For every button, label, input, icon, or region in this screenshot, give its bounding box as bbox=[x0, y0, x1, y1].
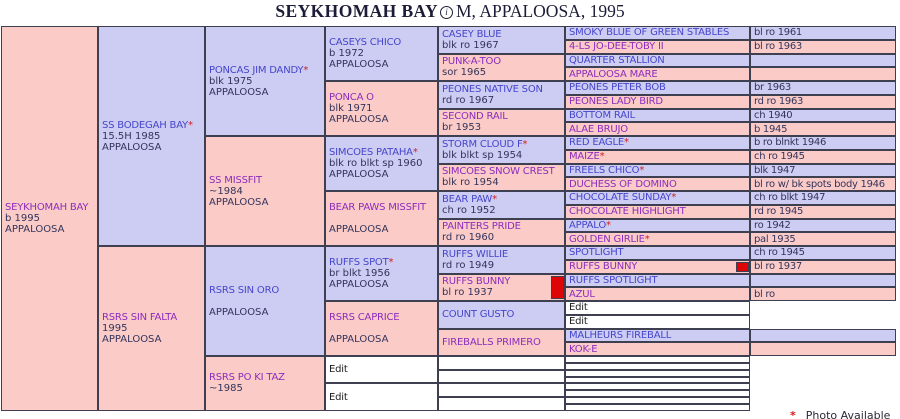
date-text: ro 1942 bbox=[754, 219, 791, 231]
horse-name-link[interactable] bbox=[442, 194, 564, 205]
horse-name: SPOTLIGHT bbox=[569, 247, 624, 259]
horse-name: PEONES PETER BOB bbox=[569, 82, 666, 94]
date-text: bl ro bbox=[754, 288, 775, 300]
horse-cell bbox=[565, 109, 750, 123]
horse-name: SEYKHOMAH BAY bbox=[5, 201, 89, 213]
horse-detail: b 1972 bbox=[329, 48, 364, 59]
date-cell bbox=[750, 95, 896, 109]
horse-name-link[interactable] bbox=[442, 84, 564, 95]
horse-name: GOLDEN GIRLIE bbox=[569, 233, 645, 245]
horse-name-link[interactable] bbox=[569, 179, 749, 190]
horse-name-link[interactable] bbox=[102, 120, 204, 131]
horse-cell bbox=[565, 191, 750, 205]
empty-cell bbox=[565, 397, 750, 404]
horse-name-link[interactable] bbox=[442, 166, 564, 177]
date-text bbox=[754, 275, 895, 286]
date-text: bl ro 1963 bbox=[754, 41, 802, 53]
date-cell bbox=[750, 205, 896, 219]
horse-name-link[interactable] bbox=[329, 312, 437, 323]
date-cell bbox=[750, 274, 896, 288]
horse-cell bbox=[438, 274, 565, 302]
horse-name-link[interactable] bbox=[569, 275, 749, 286]
horse-detail: bl ro 1937 bbox=[442, 287, 493, 299]
horse-cell bbox=[565, 150, 750, 164]
photo-asterisk-icon: * bbox=[644, 233, 650, 245]
horse-name-link[interactable] bbox=[569, 82, 749, 93]
date-cell bbox=[750, 329, 896, 343]
horse-cell bbox=[325, 136, 438, 191]
horse-cell bbox=[438, 136, 565, 164]
horse-cell bbox=[565, 205, 750, 219]
horse-detail: APPALOOSA bbox=[329, 59, 389, 70]
photo-asterisk-icon: * bbox=[303, 64, 309, 76]
date-text: ch ro blkt 1947 bbox=[754, 192, 826, 204]
horse-name: RSRS PO KI TAZ bbox=[209, 372, 285, 384]
date-cell bbox=[750, 232, 896, 246]
photo-asterisk-icon: * bbox=[492, 193, 497, 205]
horse-detail: APPALOOSA bbox=[329, 334, 389, 345]
date-text bbox=[754, 69, 895, 80]
horse-name: SS MISSFIT bbox=[209, 174, 262, 186]
photo-asterisk-icon: * bbox=[388, 257, 394, 268]
edit-cell bbox=[325, 356, 438, 383]
horse-cell bbox=[98, 246, 205, 411]
horse-name-link[interactable] bbox=[329, 92, 437, 103]
horse-cell bbox=[565, 40, 750, 54]
horse-name-link[interactable] bbox=[569, 206, 749, 217]
horse-name: BEAR PAWS MISSFIT bbox=[329, 202, 426, 213]
photo-legend bbox=[790, 409, 890, 419]
red-marker-icon bbox=[551, 276, 564, 300]
horse-cell bbox=[565, 246, 750, 260]
empty-cell bbox=[565, 404, 750, 411]
empty-cell bbox=[565, 370, 750, 377]
horse-name-link[interactable] bbox=[569, 41, 749, 52]
horse-cell bbox=[438, 191, 565, 219]
horse-name-link[interactable] bbox=[569, 151, 749, 162]
photo-asterisk-icon: * bbox=[412, 147, 418, 158]
horse-name-link[interactable] bbox=[442, 139, 564, 150]
horse-detail bbox=[329, 323, 437, 334]
date-cell bbox=[750, 219, 896, 233]
horse-name: RED EAGLE bbox=[569, 137, 624, 149]
horse-name-link[interactable] bbox=[442, 56, 564, 67]
horse-detail: 1995 bbox=[102, 322, 128, 334]
date-text bbox=[754, 344, 895, 355]
photo-asterisk-icon: * bbox=[639, 164, 645, 176]
photo-asterisk-icon: * bbox=[606, 219, 611, 231]
empty-cell bbox=[565, 383, 750, 390]
edit-label: Edit bbox=[329, 364, 348, 376]
horse-detail bbox=[209, 296, 324, 307]
horse-detail: blk ro 1967 bbox=[442, 39, 499, 51]
empty-cell bbox=[438, 383, 565, 397]
date-text: bl ro 1961 bbox=[754, 27, 802, 39]
horse-name: RUFFS BUNNY bbox=[442, 276, 511, 288]
horse-cell bbox=[325, 26, 438, 81]
date-cell bbox=[750, 342, 896, 356]
horse-name: CASEY BLUE bbox=[442, 28, 502, 40]
empty-cell bbox=[565, 377, 750, 384]
horse-name: RSRS SIN ORO bbox=[209, 284, 280, 296]
date-text: rd ro 1945 bbox=[754, 206, 804, 218]
horse-name: SS BODEGAH BAY bbox=[102, 119, 188, 131]
photo-legend-label: Photo Available bbox=[805, 409, 891, 419]
horse-cell bbox=[565, 81, 750, 95]
horse-cell bbox=[438, 329, 565, 357]
horse-name-link[interactable] bbox=[442, 249, 564, 260]
horse-name-link[interactable] bbox=[569, 261, 749, 272]
horse-name-link[interactable] bbox=[442, 221, 564, 232]
horse-cell bbox=[325, 301, 438, 356]
date-cell bbox=[750, 260, 896, 274]
photo-asterisk-icon: * bbox=[187, 119, 193, 131]
date-text: ch ro 1945 bbox=[754, 247, 805, 259]
empty-cell bbox=[438, 397, 565, 411]
info-icon[interactable]: i bbox=[440, 6, 453, 19]
date-cell bbox=[750, 122, 896, 136]
horse-name-link[interactable] bbox=[442, 309, 564, 320]
horse-cell bbox=[565, 260, 750, 274]
horse-name: MAIZE bbox=[569, 151, 600, 163]
horse-name: PONCAS JIM DANDY bbox=[209, 64, 304, 76]
edit-label: Edit bbox=[569, 302, 588, 314]
horse-name: RUFFS BUNNY bbox=[569, 261, 638, 273]
photo-asterisk-icon: * bbox=[599, 151, 605, 163]
date-text: b 1945 bbox=[754, 123, 788, 135]
horse-name: PUNK-A-TOO bbox=[442, 56, 501, 68]
horse-detail bbox=[329, 213, 437, 224]
edit-link[interactable] bbox=[329, 392, 437, 403]
horse-name: PAINTERS PRIDE bbox=[442, 221, 521, 233]
horse-cell bbox=[438, 301, 565, 329]
empty-cell bbox=[565, 356, 750, 363]
horse-detail: APPALOOSA bbox=[209, 196, 269, 208]
date-cell bbox=[750, 191, 896, 205]
edit-cell bbox=[325, 383, 438, 410]
horse-cell bbox=[1, 26, 98, 411]
horse-name: APPALOOSA MARE bbox=[569, 68, 658, 80]
horse-name: COUNT GUSTO bbox=[442, 309, 515, 321]
horse-name: FIREBALLS PRIMERO bbox=[442, 336, 541, 348]
pedigree-table bbox=[1, 26, 896, 411]
horse-name: SMOKY BLUE OF GREEN STABLES bbox=[569, 27, 730, 39]
edit-label: Edit bbox=[569, 316, 588, 328]
horse-name-link[interactable] bbox=[569, 192, 749, 203]
edit-link[interactable] bbox=[329, 364, 437, 375]
horse-detail: APPALOOSA bbox=[209, 306, 269, 318]
horse-name-link[interactable] bbox=[442, 337, 564, 348]
horse-detail: APPALOOSA bbox=[329, 169, 389, 180]
horse-name-link[interactable] bbox=[569, 289, 749, 300]
horse-name-link[interactable] bbox=[569, 165, 749, 176]
edit-link[interactable] bbox=[569, 316, 749, 327]
date-cell bbox=[750, 26, 896, 40]
date-cell bbox=[750, 67, 896, 81]
red-marker-icon bbox=[736, 262, 749, 272]
horse-cell bbox=[98, 26, 205, 246]
horse-name: DUCHESS OF DOMINO bbox=[569, 178, 677, 190]
date-cell bbox=[750, 177, 896, 191]
horse-name-link[interactable] bbox=[209, 65, 324, 76]
horse-name-link[interactable] bbox=[442, 111, 564, 122]
horse-cell bbox=[325, 246, 438, 301]
horse-name: RSRS CAPRICE bbox=[329, 312, 400, 323]
horse-detail: rd ro 1949 bbox=[442, 259, 495, 271]
horse-name-link[interactable] bbox=[442, 29, 564, 40]
horse-detail: br 1953 bbox=[442, 122, 482, 134]
title-suffix: M, APPALOOSA, 1995 bbox=[456, 1, 625, 21]
horse-cell bbox=[205, 356, 325, 411]
horse-name: CHOCOLATE HIGHLIGHT bbox=[569, 206, 686, 218]
horse-name-link[interactable] bbox=[329, 147, 437, 158]
date-cell bbox=[750, 136, 896, 150]
horse-detail: rd ro 1967 bbox=[442, 94, 495, 106]
horse-name: STORM CLOUD F bbox=[442, 138, 523, 150]
horse-cell bbox=[565, 342, 750, 356]
horse-cell bbox=[565, 164, 750, 178]
horse-name: ALAE BRUJO bbox=[569, 123, 628, 135]
horse-name-link[interactable] bbox=[5, 202, 97, 213]
horse-name: PEONES NATIVE SON bbox=[442, 83, 543, 95]
horse-cell bbox=[438, 54, 565, 82]
horse-name: MALHEURS FIREBALL bbox=[569, 329, 672, 341]
horse-name-link[interactable] bbox=[442, 276, 564, 287]
edit-link[interactable] bbox=[569, 302, 749, 313]
horse-cell bbox=[565, 287, 750, 301]
horse-name: KOK-E bbox=[569, 343, 598, 355]
horse-cell bbox=[565, 26, 750, 40]
horse-detail: ch ro 1952 bbox=[442, 204, 496, 216]
horse-cell bbox=[565, 67, 750, 81]
horse-cell bbox=[565, 177, 750, 191]
empty-cell bbox=[565, 363, 750, 370]
edit-cell bbox=[565, 301, 750, 315]
horse-cell bbox=[438, 164, 565, 192]
date-text: ch ro 1945 bbox=[754, 151, 805, 163]
horse-name-link[interactable] bbox=[569, 27, 749, 38]
horse-detail: APPALOOSA bbox=[329, 279, 389, 290]
horse-cell bbox=[438, 246, 565, 274]
horse-detail: br blkt 1956 bbox=[329, 268, 391, 279]
horse-name: APPALO bbox=[569, 219, 606, 231]
horse-detail: ~1985 bbox=[209, 383, 243, 395]
date-text: pal 1935 bbox=[754, 233, 796, 245]
horse-name-link[interactable] bbox=[329, 257, 437, 268]
page-title bbox=[0, 1, 900, 22]
horse-detail: 15.5H 1985 bbox=[102, 130, 161, 142]
horse-detail: blk 1971 bbox=[329, 103, 373, 114]
date-cell bbox=[750, 164, 896, 178]
horse-cell bbox=[205, 136, 325, 246]
horse-name: BEAR PAW bbox=[442, 193, 493, 205]
horse-name: AZUL bbox=[569, 288, 595, 300]
horse-name-link[interactable] bbox=[569, 110, 749, 121]
horse-detail: ~1984 bbox=[209, 185, 243, 197]
horse-cell bbox=[565, 54, 750, 68]
horse-name-link[interactable] bbox=[569, 96, 749, 107]
horse-name-link[interactable] bbox=[569, 234, 749, 245]
horse-name-link[interactable] bbox=[329, 37, 437, 48]
horse-detail: APPALOOSA bbox=[5, 223, 65, 235]
horse-detail: APPALOOSA bbox=[209, 86, 269, 98]
horse-detail: APPALOOSA bbox=[329, 224, 389, 235]
horse-name: RUFFS WILLIE bbox=[442, 248, 508, 260]
date-text: blk 1947 bbox=[754, 164, 796, 176]
date-text bbox=[754, 330, 895, 341]
horse-name: CHOCOLATE SUNDAY bbox=[569, 192, 672, 204]
horse-name-link[interactable] bbox=[209, 285, 324, 296]
horse-name-link[interactable] bbox=[569, 69, 749, 80]
horse-name: RSRS SIN FALTA bbox=[102, 311, 177, 323]
horse-name: FREELS CHICO bbox=[569, 164, 640, 176]
horse-name-link[interactable] bbox=[209, 175, 324, 186]
horse-cell bbox=[438, 219, 565, 247]
horse-cell bbox=[565, 219, 750, 233]
horse-cell bbox=[438, 109, 565, 137]
horse-cell bbox=[565, 122, 750, 136]
date-cell bbox=[750, 287, 896, 301]
date-cell bbox=[750, 54, 896, 68]
horse-name: SIMCOES SNOW CREST bbox=[442, 166, 555, 178]
date-text: bl ro w/ bk spots body 1946 bbox=[754, 178, 885, 190]
horse-name: RUFFS SPOT bbox=[329, 257, 389, 268]
date-cell bbox=[750, 40, 896, 54]
horse-name: 4-LS JO-DEE-TOBY II bbox=[569, 41, 664, 53]
horse-detail: blk ro 1954 bbox=[442, 177, 499, 189]
horse-detail: APPALOOSA bbox=[329, 114, 389, 125]
horse-name-link[interactable] bbox=[209, 372, 324, 383]
horse-name-link[interactable] bbox=[569, 330, 749, 341]
horse-name-link[interactable] bbox=[329, 202, 437, 213]
date-text: ch 1940 bbox=[754, 109, 793, 121]
date-text: b ro blnkt 1946 bbox=[754, 137, 827, 149]
horse-cell bbox=[565, 232, 750, 246]
horse-name-link[interactable] bbox=[569, 137, 749, 148]
date-text bbox=[754, 55, 895, 66]
date-text: bl ro 1937 bbox=[754, 261, 802, 273]
horse-detail: rd ro 1960 bbox=[442, 232, 495, 244]
horse-detail: APPALOOSA bbox=[102, 333, 162, 345]
edit-label: Edit bbox=[329, 391, 348, 403]
horse-name: SIMCOES PATAHA bbox=[329, 147, 413, 158]
horse-detail: sor 1965 bbox=[442, 67, 487, 79]
horse-cell bbox=[325, 81, 438, 136]
horse-name: PEONES LADY BIRD bbox=[569, 96, 663, 108]
horse-name: QUARTER STALLION bbox=[569, 54, 665, 66]
date-cell bbox=[750, 81, 896, 95]
empty-cell bbox=[438, 370, 565, 384]
horse-name: SECOND RAIL bbox=[442, 111, 508, 123]
empty-cell bbox=[438, 356, 565, 370]
photo-asterisk-icon: * bbox=[522, 138, 528, 150]
horse-cell bbox=[565, 136, 750, 150]
empty-cell bbox=[565, 390, 750, 397]
horse-detail: blk ro blkt sp 1960 bbox=[329, 158, 423, 169]
horse-name-link[interactable] bbox=[569, 124, 749, 135]
horse-name-link[interactable] bbox=[569, 247, 749, 258]
horse-cell bbox=[325, 191, 438, 246]
photo-asterisk-icon: * bbox=[623, 137, 629, 149]
horse-cell bbox=[565, 329, 750, 343]
horse-name: CASEYS CHICO bbox=[329, 37, 402, 48]
horse-name: PONCA O bbox=[329, 92, 374, 103]
horse-cell bbox=[438, 81, 565, 109]
date-text: rd ro 1963 bbox=[754, 96, 804, 108]
horse-detail: APPALOOSA bbox=[102, 141, 162, 153]
date-cell bbox=[750, 246, 896, 260]
date-cell bbox=[750, 109, 896, 123]
horse-cell bbox=[438, 26, 565, 54]
photo-asterisk-icon: * bbox=[671, 192, 677, 204]
horse-name-link[interactable] bbox=[102, 312, 204, 323]
horse-cell bbox=[565, 95, 750, 109]
title-horse-name: SEYKHOMAH BAY bbox=[275, 1, 438, 21]
photo-asterisk-icon: * bbox=[790, 409, 796, 419]
horse-name-link[interactable] bbox=[569, 344, 749, 355]
horse-cell bbox=[205, 246, 325, 356]
horse-cell bbox=[205, 26, 325, 136]
horse-cell bbox=[565, 274, 750, 288]
horse-detail: blk blkt sp 1954 bbox=[442, 149, 523, 161]
horse-name-link[interactable] bbox=[569, 55, 749, 66]
horse-detail: b 1995 bbox=[5, 212, 40, 224]
date-cell bbox=[750, 150, 896, 164]
horse-name: RUFFS SPOTLIGHT bbox=[569, 274, 658, 286]
horse-name: BOTTOM RAIL bbox=[569, 109, 635, 121]
date-text: br 1963 bbox=[754, 82, 791, 94]
edit-cell bbox=[565, 315, 750, 329]
horse-name-link[interactable] bbox=[569, 220, 749, 231]
horse-detail: blk 1975 bbox=[209, 75, 253, 87]
